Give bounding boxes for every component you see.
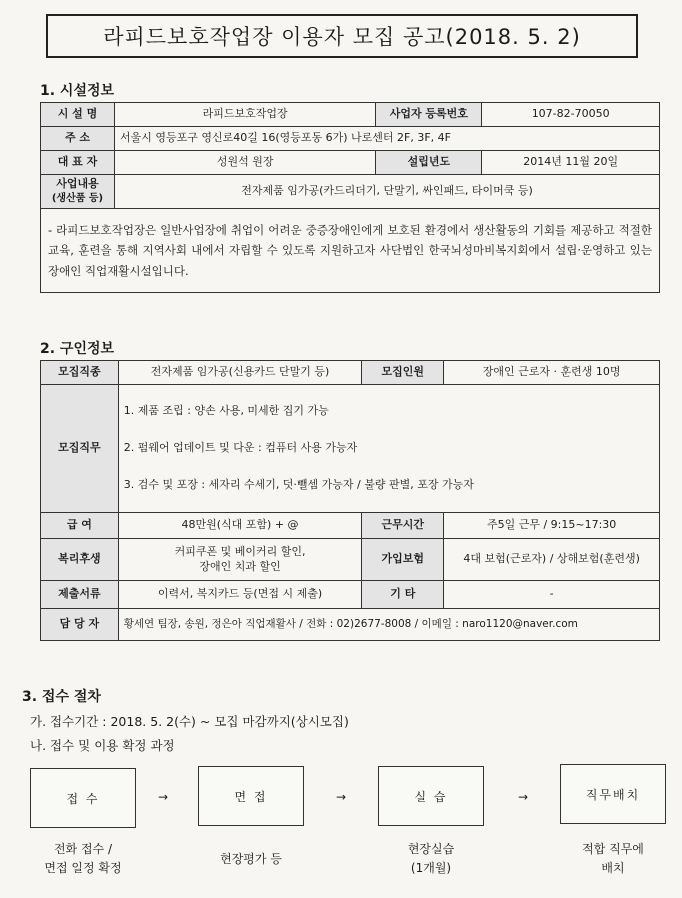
welfare-value <box>118 539 362 581</box>
contact-label: 담 당 자 <box>41 609 119 641</box>
application-period: 가. 접수기간 : 2018. 5. 2(수) ~ 모집 마감까지(상시모집) <box>30 714 349 729</box>
hours-value: 주5일 근무 / 9:15~17:30 <box>444 513 660 539</box>
step-apply-note <box>18 840 148 878</box>
process-title: 나. 접수 및 이용 확정 과정 <box>30 738 175 753</box>
contact-value: 황세연 팀장, 송원, 정은아 직업재활사 / 전화 : 02)2677-8008 / 이메일 : naro1120@naver.com <box>118 609 659 641</box>
duty-label: 모집직무 <box>41 385 119 513</box>
facility-name-value: 라피드보호작업장 <box>114 103 375 127</box>
step-practice-box: 실 습 <box>378 766 484 826</box>
step-apply-box: 접 수 <box>30 768 136 828</box>
pay-label: 급 여 <box>41 513 119 539</box>
address-value: 서울시 영등포구 영신로40길 16(영등포동 6가) 나로센터 2F, 3F, 4F <box>114 127 659 151</box>
step-placement-box: 직무배치 <box>560 764 666 824</box>
facility-name-label: 시 설 명 <box>41 103 115 127</box>
arrow-icon: → <box>336 790 347 804</box>
established-label: 설립년도 <box>376 151 482 175</box>
step-note-line: (1개월) <box>410 861 452 876</box>
headcount-value: 장애인 근로자 · 훈련생 10명 <box>444 361 660 385</box>
representative-label: 대 표 자 <box>41 151 115 175</box>
step-interview-box: 면 접 <box>198 766 304 826</box>
duty-item: 2. 펌웨어 업데이트 및 다운 : 컴퓨터 사용 가능자 <box>123 441 358 455</box>
step-note-line: 현장실습 <box>407 842 455 856</box>
section3-heading: 3. 접수 절차 <box>22 689 101 705</box>
documents-value: 이력서, 복지카드 등(면접 시 제출) <box>118 581 362 609</box>
registration-label: 사업자 등록번호 <box>376 103 482 127</box>
step-placement-note <box>548 840 678 878</box>
facility-description: - 라피드보호작업장은 일반사업장에 취업이 어려운 중증장애인에게 보호된 환경에서 생산활동의 기회를 제공하고 적절한 교육, 훈련을 통해 지역사회 내에서 자립할 수 있도록 지원하고자 사단법인 한국뇌성마비복지회에서 설립·운영하고 있는 장애인 직업재활시설입니다. <box>41 209 660 293</box>
representative-value: 성원석 원장 <box>114 151 375 175</box>
duty-item: 1. 제품 조립 : 양손 사용, 미세한 집기 가능 <box>123 404 329 418</box>
insurance-value: 4대 보험(근로자) / 상해보험(훈련생) <box>444 539 660 581</box>
step-note-line: 현장평가 등 <box>220 852 282 866</box>
job-info-table <box>40 360 660 641</box>
step-note-line: 전화 접수 / <box>53 842 113 856</box>
duty-item: 3. 검수 및 포장 : 세자리 수세기, 덧·뺄셈 가능자 / 불량 판별, 포장 가능자 <box>123 477 474 491</box>
registration-value: 107-82-70050 <box>482 103 660 127</box>
job-type-value: 전자제품 임가공(신용카드 단말기 등) <box>118 361 362 385</box>
business-label-line2: (생산품 등) <box>51 193 104 205</box>
job-type-label: 모집직종 <box>41 361 119 385</box>
step-note-line: 적합 직무에 <box>582 842 644 856</box>
welfare-line1: 커피쿠폰 및 베이커리 할인, <box>174 544 306 558</box>
step-interview-note <box>186 850 316 869</box>
business-value: 전자제품 임가공(카드리더기, 단말기, 싸인패드, 타이머쿡 등) <box>114 175 659 209</box>
notice-title: 라피드보호작업장 이용자 모집 공고(2018. 5. 2) <box>46 14 638 58</box>
documents-label: 제출서류 <box>41 581 119 609</box>
facility-info-table <box>40 102 660 293</box>
step-note-line: 면접 일정 확정 <box>44 861 122 876</box>
welfare-line2: 장애인 치과 할인 <box>199 559 281 573</box>
established-value: 2014년 11월 20일 <box>482 151 660 175</box>
business-label <box>41 175 115 209</box>
business-label-line1: 사업내용 <box>56 177 99 191</box>
hours-label: 근무시간 <box>362 513 444 539</box>
pay-value: 48만원(식대 포함) + @ <box>118 513 362 539</box>
address-label: 주 소 <box>41 127 115 151</box>
arrow-icon: → <box>518 790 529 804</box>
headcount-label: 모집인원 <box>362 361 444 385</box>
etc-value: - <box>444 581 660 609</box>
duty-list <box>118 385 659 513</box>
section2-heading: 2. 구인정보 <box>40 341 115 357</box>
arrow-icon: → <box>158 790 169 804</box>
step-practice-note <box>366 840 496 878</box>
insurance-label: 가입보험 <box>362 539 444 581</box>
section1-heading: 1. 시설정보 <box>40 83 115 99</box>
welfare-label: 복리후생 <box>41 539 119 581</box>
etc-label: 기 타 <box>362 581 444 609</box>
step-note-line: 배치 <box>601 861 625 876</box>
